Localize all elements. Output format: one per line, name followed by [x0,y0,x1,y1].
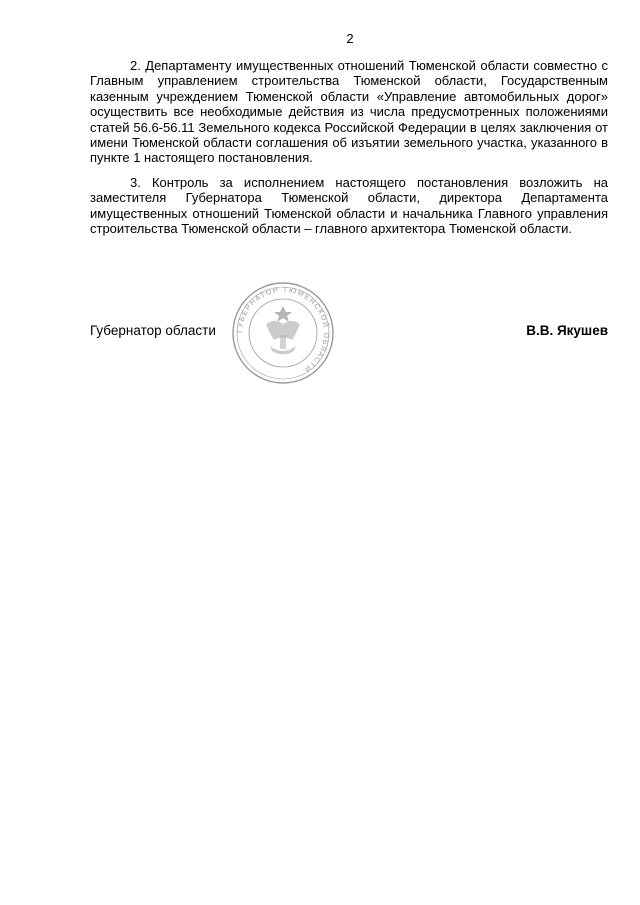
signature-block [90,323,608,343]
signatory-name: В.В. Якушев [526,323,608,338]
signatory-title: Губернатор области [90,323,216,338]
paragraph-3: 3. Контроль за исполнением настоящего постановления возложить на заместителя Губернатора Тюменской области, директора Департамента имущественных отношений Тюменской области и начальника Главного управления строительства Тюменской области – главного архитектора Тюменской области. [90,174,608,237]
official-seal-stamp [230,280,336,386]
seal-text: ГУБЕРНАТОР ТЮМЕНСКОЙ ОБЛАСТИ [234,284,332,375]
document-body [90,58,608,236]
paragraph-2: 2. Департаменту имущественных отношений Тюменской области совместно с Главным управлением строительства Тюменской области, Государственным казенным учреждением Тюменской области «Управление автомобильных дорог» осуществить все необходимые действия из числа предусмотренных положениями статей 56.6-56.11 Земельного кодекса Российской Федерации в целях заключения от имени Тюменской области соглашения об изъятии земельного участка, указанного в пункте 1 настоящего постановления. [90,58,608,166]
page-number: 2 [346,31,354,46]
